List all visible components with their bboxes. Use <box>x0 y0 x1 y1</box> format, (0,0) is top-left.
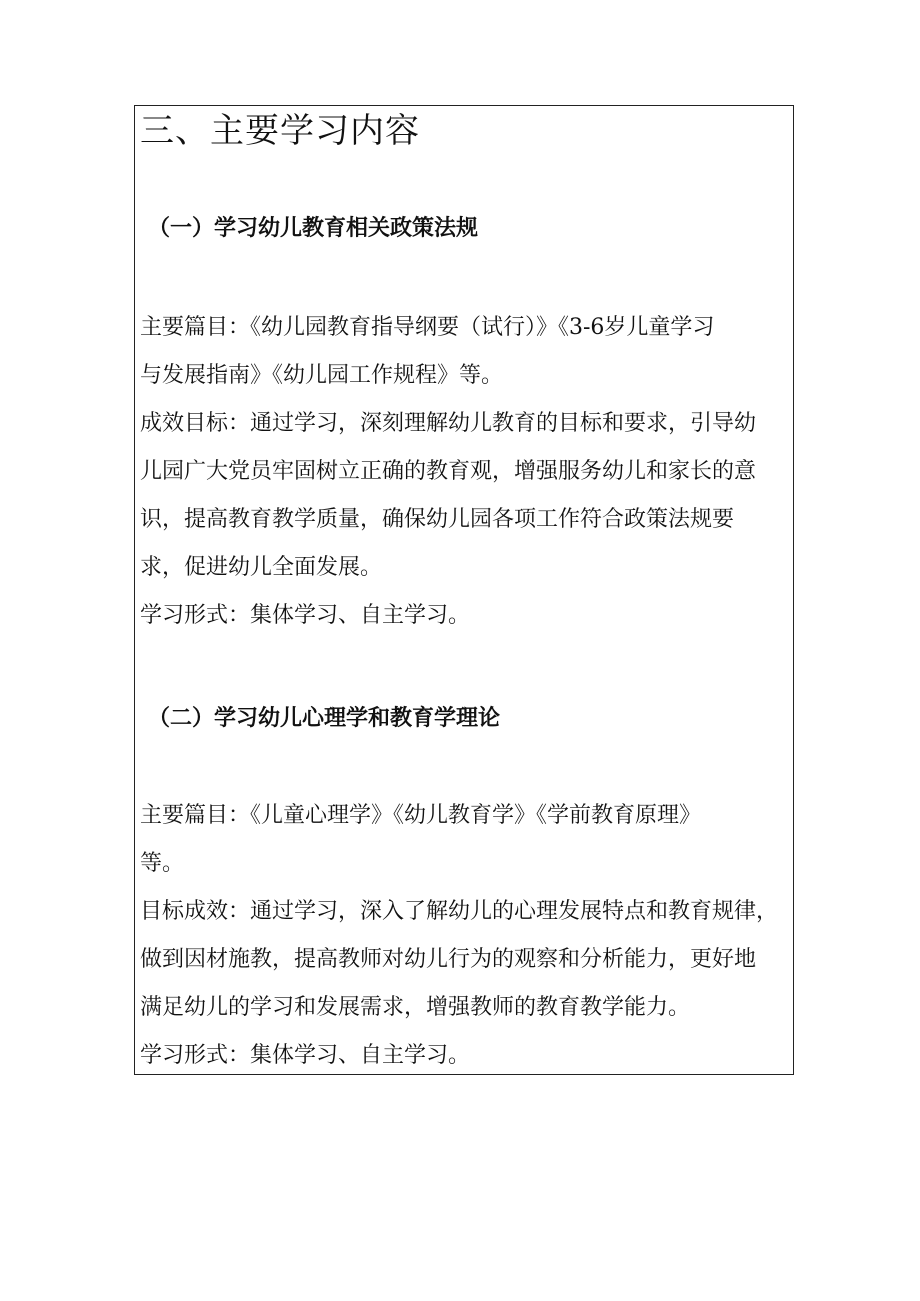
paragraph-line: 目标成效：通过学习，深入了解幼儿的心理发展特点和教育规律， <box>140 899 779 924</box>
paragraph-line: 主要篇目：《儿童心理学》《幼儿教育学》《学前教育原理》 <box>140 803 702 828</box>
paragraph-line: 儿园广大党员牢固树立正确的教育观，增强服务幼儿和家长的意 <box>140 459 757 484</box>
subsection-heading-2: （二）学习幼儿心理学和教育学理论 <box>148 705 501 731</box>
paragraph-line: 主要篇目：《幼儿园教育指导纲要（试行）》《3-6岁儿童学习 <box>140 315 715 340</box>
paragraph-line: 做到因材施教，提高教师对幼儿行为的观察和分析能力，更好地 <box>140 947 757 972</box>
subsection-heading-1: （一）学习幼儿教育相关政策法规 <box>148 215 479 241</box>
paragraph-line: 学习形式：集体学习、自主学习。 <box>140 1043 471 1068</box>
paragraph-line: 识，提高教育教学质量，确保幼儿园各项工作符合政策法规要 <box>140 507 735 532</box>
paragraph-line: 求，促进幼儿全面发展。 <box>140 555 383 580</box>
paragraph-line: 与发展指南》《幼儿园工作规程》等。 <box>140 363 504 388</box>
section-title: 三、主要学习内容 <box>140 111 420 151</box>
paragraph-line: 等。 <box>140 851 185 876</box>
content-table-cell <box>134 105 794 1075</box>
paragraph-line: 满足幼儿的学习和发展需求，增强教师的教育教学能力。 <box>140 995 691 1020</box>
paragraph-line: 学习形式：集体学习、自主学习。 <box>140 603 471 628</box>
paragraph-line: 成效目标：通过学习，深刻理解幼儿教育的目标和要求，引导幼 <box>140 411 757 436</box>
